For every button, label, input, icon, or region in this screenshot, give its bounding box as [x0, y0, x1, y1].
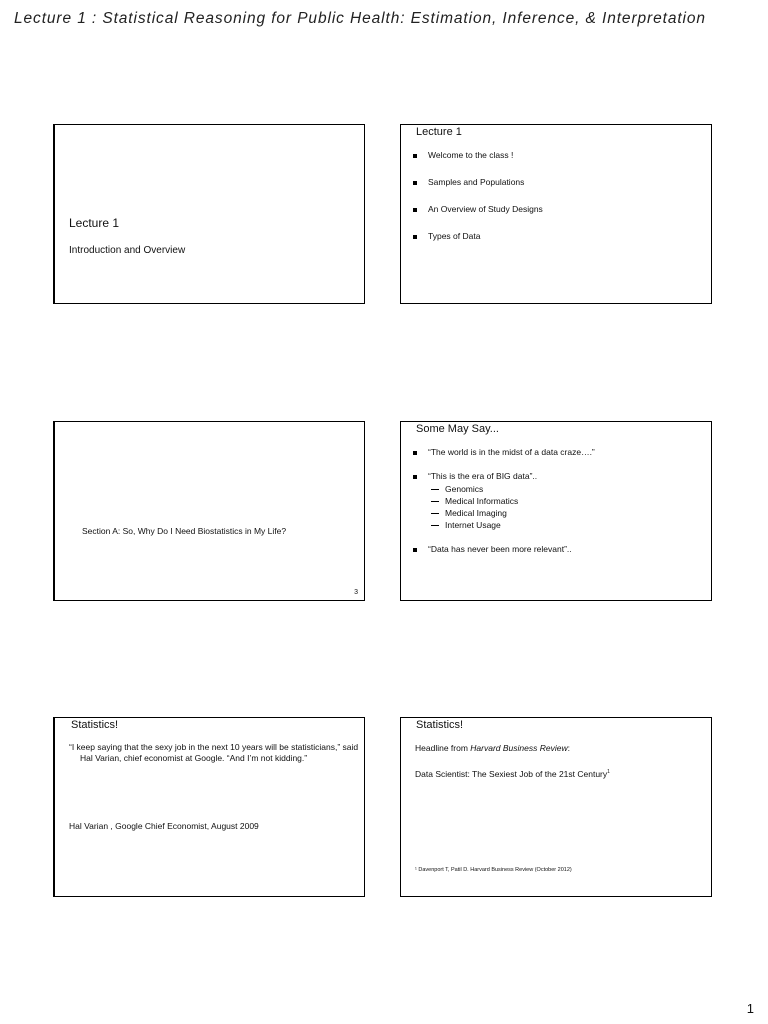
slide-2	[400, 124, 712, 304]
slide-1-subtitle: Introduction and Overview	[69, 245, 186, 256]
list-item: Samples and Populations	[413, 177, 543, 187]
headline-source-prefix: Headline from	[415, 743, 471, 753]
list-item: An Overview of Study Designs	[413, 204, 543, 214]
slide-5	[53, 717, 365, 897]
slide-3	[53, 421, 365, 601]
footnote-marker: 1	[607, 769, 610, 776]
document-title: Lecture 1 : Statistical Reasoning for Public Health: Estimation, Inference, & Interpretation	[14, 10, 706, 27]
list-item: Types of Data	[413, 231, 543, 241]
sub-list-item: Genomics	[431, 483, 595, 495]
slide-2-title: Lecture 1	[416, 126, 462, 138]
slide-5-attribution: Hal Varian , Google Chief Economist, August 2009	[69, 821, 259, 831]
slide-4-title: Some May Say...	[416, 423, 499, 435]
headline-source-suffix: :	[567, 743, 570, 753]
sub-list-item: Internet Usage	[431, 519, 595, 531]
slide-6-title: Statistics!	[416, 719, 464, 731]
list-item: “The world is in the midst of a data craze….”	[413, 447, 595, 457]
slide-2-bullet-list	[413, 150, 543, 241]
sub-list-item: Medical Imaging	[431, 507, 595, 519]
journal-name: Harvard Business Review	[470, 743, 568, 753]
headline-text: Data Scientist: The Sexiest Job of the 21st Century	[415, 769, 608, 779]
slide-4-bullet-list	[413, 447, 595, 554]
slide-3-number: 3	[354, 589, 358, 596]
slide-6-headline	[415, 769, 610, 779]
slide-1	[53, 124, 365, 304]
slide-6	[400, 717, 712, 897]
slide-5-title: Statistics!	[71, 719, 119, 731]
sub-list-item: Medical Informatics	[431, 495, 595, 507]
slide-4	[400, 421, 712, 601]
slide-5-quote: “I keep saying that the sexy job in the next 10 years will be statisticians,” said Hal Varian, chief economist at Google. “And I’m not kidding.”	[69, 742, 359, 763]
slide-4-sub-list	[428, 483, 595, 531]
page-number: 1	[746, 1001, 754, 1016]
list-item	[413, 471, 595, 531]
list-item: Welcome to the class !	[413, 150, 543, 160]
slide-3-section-text: Section A: So, Why Do I Need Biostatistics in My Life?	[82, 526, 287, 536]
slide-1-title: Lecture 1	[69, 216, 120, 230]
list-item-label: “This is the era of BIG data”..	[428, 471, 538, 481]
slide-6-headline-source	[415, 743, 570, 753]
list-item: “Data has never been more relevant”..	[413, 544, 595, 554]
slide-6-footnote: ¹ Davenport T, Patil D. Harvard Business Review (October 2012)	[415, 867, 572, 873]
